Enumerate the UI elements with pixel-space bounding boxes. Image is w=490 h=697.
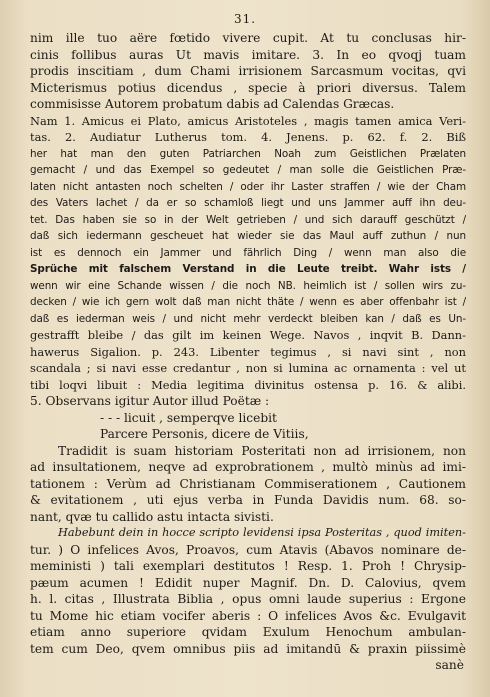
- text-line: ist es dennoch ein Jammer und fährlich Ding / wenn man also die: [30, 246, 466, 259]
- text-line: tur. ) O infelices Avos, Proavos, cum Atavis (Abavos nominare de-: [30, 542, 466, 557]
- text-line: tibi loqvi libuit : Media legitima divinitus ostensa p. 16. & alibi.: [30, 377, 466, 392]
- text-line: decken / wie ich gern wolt daß man nicht thäte / wenn es aber offenbahr ist /: [30, 296, 466, 308]
- text-line: daß sich iedermann gescheuet hat wieder sie das Maul auff zuthun / nun: [30, 230, 466, 242]
- text-line: tu Mome hic etiam vocifer aberis : O infelices Avos &c. Evulgavit: [30, 608, 466, 623]
- text-line: - - - licuit , semperqve licebit: [100, 410, 277, 425]
- text-line: Parcere Personis, dicere de Vitiis,: [100, 427, 309, 441]
- text-line: nim ille tuo aëre fœtido vivere cupit. At tu conclusas hir-: [30, 31, 466, 45]
- text-line: tas. 2. Audiatur Lutherus tom. 4. Jenens. p. 62. f. 2. Biß: [30, 130, 466, 144]
- text-line: h. l. citas , Illustrata Biblia , opus omni laude superius : Ergone: [30, 592, 466, 606]
- text-line: Sprüche mit falschem Verstand in die Leute treibt. Wahr ists /: [30, 263, 466, 275]
- text-line: tet. Das haben sie so in der Welt getrieben / und sich darauff geschützt /: [30, 213, 466, 226]
- text-line: etiam anno superiore qvidam Exulum Henochum ambulan-: [30, 625, 466, 639]
- catchword: sanè: [435, 658, 464, 672]
- text-line: meministi ) tali exemplari destitutos ! Resp. 1. Proh ! Chrysip-: [30, 559, 466, 573]
- text-line: her hat man den guten Patriarchen Noah zum Geistlichen Prælaten: [30, 147, 466, 160]
- text-line: prodis inscitiam , dum Chami irrisionem Sarcasmum vocitas, qvi: [30, 64, 466, 78]
- text-line: & evitationem , uti ejus verba in Funda Davidis num. 68. so-: [30, 493, 466, 507]
- page-number: 31.: [233, 12, 257, 26]
- text-line: cinis follibus auras Ut mavis imitare. 3. In eo qvoqj tuam: [30, 47, 466, 62]
- text-line: laten nicht antasten noch schelten / oder ihr Laster straffen / wie der Cham: [30, 180, 466, 193]
- page-text: [30, 30, 466, 674]
- text-line: Tradidit is suam historiam Posteritati non ad irrisionem, non: [58, 443, 466, 458]
- text-line: tationem : Verùm ad Christianam Commiserationem , Cautionem: [30, 476, 466, 491]
- text-line: pæum acumen ! Edidit nuper Magnif. Dn. D. Calovius, qvem: [30, 575, 466, 590]
- text-line: scandala ; si navi esse credantur , non si lumina ac ornamenta : vel ut: [30, 361, 466, 375]
- text-line: commisisse Autorem probatum dabis ad Calendas Græcas.: [30, 97, 395, 111]
- text-line: 5. Observans igitur Autor illud Poëtæ :: [30, 394, 270, 408]
- text-line: Nam 1. Amicus ei Plato, amicus Aristoteles , magis tamen amica Veri-: [30, 113, 466, 128]
- text-line: gestrafft bleibe / das gilt im keinen Wege. Navos , inqvit B. Dann-: [30, 328, 466, 342]
- text-line: Micterismus potius dicendus , specie à priori diversus. Talem: [30, 80, 466, 95]
- text-line: hawerus Sigalion. p. 243. Libenter tegimus , si navi sint , non: [30, 344, 466, 359]
- text-line: nant, qvæ tu callido astu intacta sivisti.: [30, 509, 274, 524]
- text-line: gemacht / und das Exempel so gedeutet / man solle die Geistlichen Præ-: [30, 164, 466, 176]
- text-line: tem cum Deo, qvem omnibus piis ad imitandū & praxin piissimè: [30, 641, 466, 656]
- text-line: daß es iederman weis / und nicht mehr verdeckt bleiben kan / daß es Un-: [30, 312, 466, 325]
- text-line: des Vaters lachet / da er so schamloß liegt und uns Jammer auff ihn deu-: [30, 197, 466, 209]
- text-line: wenn wir eine Schande wissen / die noch NB. heimlich ist / sollen wirs zu-: [30, 279, 466, 292]
- text-line: ad insultationem, neqve ad exprobrationem , multò minùs ad imi-: [30, 460, 466, 474]
- text-line: Habebunt dein in hocce scripto levidensi ipsa Posteritas , quod imiten-: [58, 526, 466, 539]
